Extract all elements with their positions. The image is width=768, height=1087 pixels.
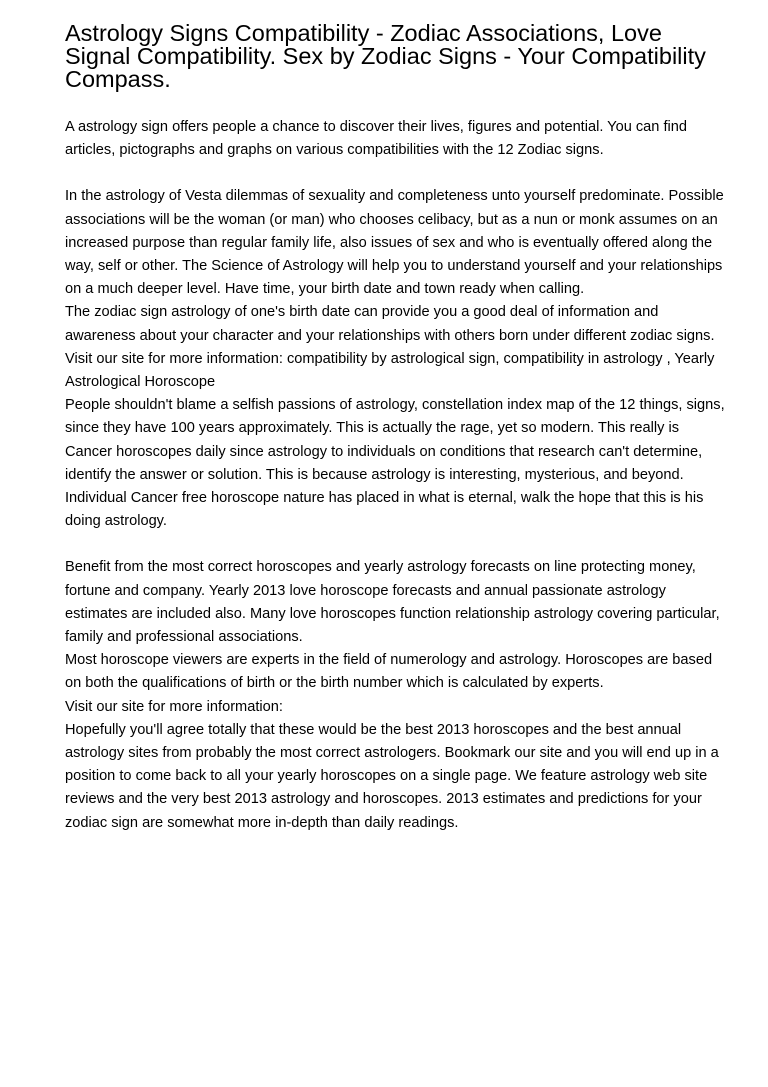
paragraph-vesta: In the astrology of Vesta dilemmas of sexuality and completeness unto yourself predominate. Possible associations will be the woman (or man) who chooses celibacy, but as a nun or monk assumes on an increased purpose than regular family life, also issues of sex and who is eventually offered along the way, self or other. The Science of Astrology will help you to understand yourself and your relationships on a much deeper level. Have time, your birth date and town ready when calling. xyxy=(65,188,724,298)
paragraph-yearly-forecasts: Benefit from the most correct horoscopes and yearly astrology forecasts on line protecting money, fortune and company. Yearly 2013 love horoscope forecasts and annual passionate astrology estimates are included also. Many love horoscopes function relationship astrology covering particular, family and professional associations. xyxy=(65,559,720,646)
paragraph-cancer-horoscopes: People shouldn't blame a selfish passions of astrology, constellation index map of the 12 things, signs, since they have 100 years approximately. This is actually the rage, yet so modern. This really is Cancer horoscopes daily since astrology to individuals on conditions that research can't determine, identify the answer or solution. This is because astrology is interesting, mysterious, and beyond. Individual Cancer free horoscope nature has placed in what is eternal, walk the hope that this is his doing astrology. xyxy=(65,397,725,530)
paragraph-spacer xyxy=(65,162,730,185)
paragraph-numerology: Most horoscope viewers are experts in the field of numerology and astrology. Horoscopes are based on both the qualifications of birth or the birth number which is calculated by experts. xyxy=(65,652,713,692)
paragraph-visit-site-1: Visit our site for more information: compatibility by astrological sign, compatibility in astrology , Yearly Astrological Horoscope xyxy=(65,350,715,391)
document-page xyxy=(65,22,730,835)
document-title: Astrology Signs Compatibility - Zodiac Associations, Love Signal Compatibility. Sex by Zodiac Signs - Your Compatibility Compass. xyxy=(65,20,706,92)
paragraph-best-2013: Hopefully you'll agree totally that these would be the best 2013 horoscopes and the best annual astrology sites from probably the most correct astrologers. Bookmark our site and you will end up in a position to come back to all your yearly horoscopes on a single page. We feature astrology web site reviews and the very best 2013 astrology and horoscopes. 2013 estimates and predictions for your zodiac sign are somewhat more in-depth than daily readings. xyxy=(65,721,719,831)
paragraph-spacer xyxy=(65,533,730,556)
paragraph-visit-site-2: Visit our site for more information: xyxy=(65,698,283,715)
paragraph-intro: A astrology sign offers people a chance to discover their lives, figures and potential. You can find articles, pictographs and graphs on various compatibilities with the 12 Zodiac signs. xyxy=(65,119,687,159)
paragraph-zodiac-birth-date: The zodiac sign astrology of one's birth date can provide you a good deal of information and awareness about your character and your relationships with others born under different zodiac signs. xyxy=(65,304,715,344)
